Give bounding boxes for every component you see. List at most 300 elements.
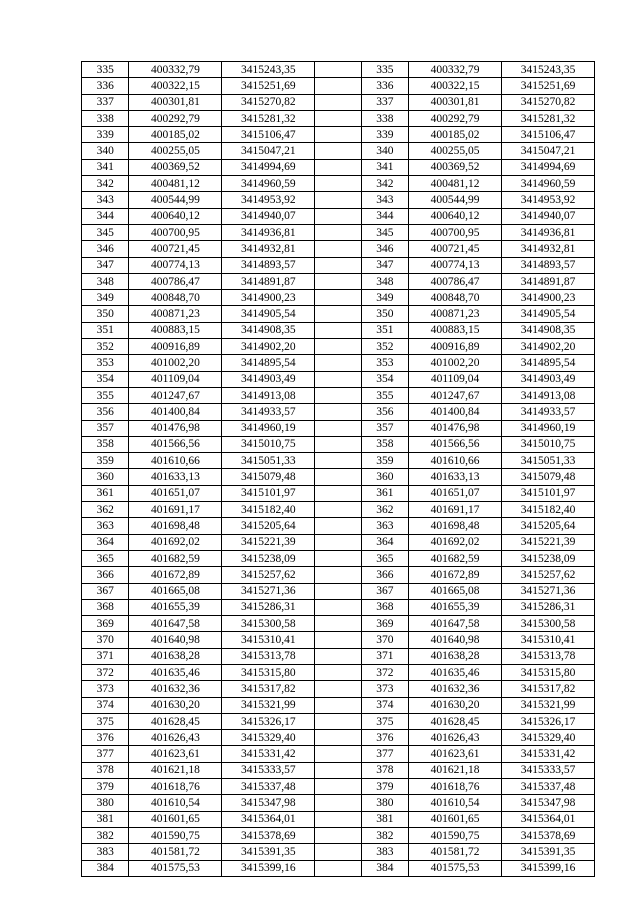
x-coordinate-cell: 400916,89 [409, 339, 502, 355]
point-number-cell: 377 [82, 746, 129, 762]
spacer-cell [315, 127, 361, 143]
point-number-cell: 335 [82, 62, 129, 78]
point-number-cell: 366 [82, 567, 129, 583]
x-coordinate-cell: 400871,23 [409, 306, 502, 322]
point-number-cell: 371 [82, 648, 129, 664]
x-coordinate-cell: 400185,02 [409, 127, 502, 143]
table-row [82, 127, 595, 143]
table-row [82, 257, 595, 273]
x-coordinate-cell: 401109,04 [129, 371, 222, 387]
point-number-cell: 354 [82, 371, 129, 387]
point-number-cell: 342 [361, 176, 408, 192]
x-coordinate-cell: 401635,46 [409, 664, 502, 680]
y-coordinate-cell: 3415364,01 [222, 811, 315, 827]
y-coordinate-cell: 3415378,69 [222, 827, 315, 843]
y-coordinate-cell: 3414932,81 [502, 241, 595, 257]
x-coordinate-cell: 401476,98 [409, 420, 502, 436]
point-number-cell: 365 [361, 550, 408, 566]
spacer-cell [315, 94, 361, 110]
x-coordinate-cell: 400883,15 [409, 322, 502, 338]
point-number-cell: 380 [361, 795, 408, 811]
spacer-cell [315, 779, 361, 795]
point-number-cell: 341 [82, 159, 129, 175]
spacer-cell [315, 290, 361, 306]
point-number-cell: 376 [361, 730, 408, 746]
y-coordinate-cell: 3414900,23 [502, 290, 595, 306]
point-number-cell: 356 [82, 404, 129, 420]
spacer-cell [315, 730, 361, 746]
y-coordinate-cell: 3414933,57 [222, 404, 315, 420]
table-row [82, 241, 595, 257]
x-coordinate-cell: 401630,20 [129, 697, 222, 713]
spacer-cell [315, 599, 361, 615]
spacer-cell [315, 306, 361, 322]
point-number-cell: 348 [82, 273, 129, 289]
point-number-cell: 366 [361, 567, 408, 583]
point-number-cell: 368 [82, 599, 129, 615]
spacer-cell [315, 273, 361, 289]
y-coordinate-cell: 3415331,42 [502, 746, 595, 762]
spacer-cell [315, 404, 361, 420]
y-coordinate-cell: 3414960,59 [222, 176, 315, 192]
table-row [82, 78, 595, 94]
table-row [82, 110, 595, 126]
point-number-cell: 372 [82, 664, 129, 680]
spacer-cell [315, 583, 361, 599]
y-coordinate-cell: 3415281,32 [222, 110, 315, 126]
y-coordinate-cell: 3415251,69 [502, 78, 595, 94]
table-row [82, 485, 595, 501]
table-row [82, 860, 595, 876]
x-coordinate-cell: 400640,12 [129, 208, 222, 224]
y-coordinate-cell: 3415101,97 [222, 485, 315, 501]
y-coordinate-cell: 3414903,49 [502, 371, 595, 387]
x-coordinate-cell: 401665,08 [129, 583, 222, 599]
spacer-cell [315, 550, 361, 566]
point-number-cell: 339 [82, 127, 129, 143]
x-coordinate-cell: 400848,70 [129, 290, 222, 306]
x-coordinate-cell: 401618,76 [409, 779, 502, 795]
y-coordinate-cell: 3414908,35 [502, 322, 595, 338]
spacer-cell [315, 436, 361, 452]
table-row [82, 192, 595, 208]
x-coordinate-cell: 401640,98 [129, 632, 222, 648]
y-coordinate-cell: 3415315,80 [502, 664, 595, 680]
spacer-cell [315, 502, 361, 518]
x-coordinate-cell: 401655,39 [129, 599, 222, 615]
x-coordinate-cell: 400640,12 [409, 208, 502, 224]
spacer-cell [315, 632, 361, 648]
y-coordinate-cell: 3415051,33 [502, 453, 595, 469]
point-number-cell: 355 [361, 387, 408, 403]
x-coordinate-cell: 401698,48 [129, 518, 222, 534]
table-row [82, 62, 595, 78]
point-number-cell: 377 [361, 746, 408, 762]
point-number-cell: 350 [361, 306, 408, 322]
point-number-cell: 351 [82, 322, 129, 338]
x-coordinate-cell: 401590,75 [409, 827, 502, 843]
x-coordinate-cell: 401623,61 [409, 746, 502, 762]
x-coordinate-cell: 400369,52 [409, 159, 502, 175]
x-coordinate-cell: 401601,65 [409, 811, 502, 827]
point-number-cell: 337 [361, 94, 408, 110]
point-number-cell: 362 [82, 502, 129, 518]
spacer-cell [315, 664, 361, 680]
y-coordinate-cell: 3415326,17 [222, 713, 315, 729]
point-number-cell: 383 [361, 844, 408, 860]
table-row [82, 273, 595, 289]
x-coordinate-cell: 401621,18 [409, 762, 502, 778]
x-coordinate-cell: 401247,67 [129, 387, 222, 403]
x-coordinate-cell: 400322,15 [409, 78, 502, 94]
x-coordinate-cell: 401632,36 [129, 681, 222, 697]
point-number-cell: 358 [361, 436, 408, 452]
point-number-cell: 374 [361, 697, 408, 713]
y-coordinate-cell: 3415270,82 [222, 94, 315, 110]
x-coordinate-cell: 401566,56 [409, 436, 502, 452]
x-coordinate-cell: 401647,58 [409, 616, 502, 632]
point-number-cell: 353 [361, 355, 408, 371]
x-coordinate-cell: 401400,84 [409, 404, 502, 420]
y-coordinate-cell: 3415391,35 [222, 844, 315, 860]
y-coordinate-cell: 3415399,16 [502, 860, 595, 876]
point-number-cell: 378 [82, 762, 129, 778]
y-coordinate-cell: 3415106,47 [502, 127, 595, 143]
point-number-cell: 345 [361, 224, 408, 240]
y-coordinate-cell: 3414936,81 [502, 224, 595, 240]
y-coordinate-cell: 3415182,40 [502, 502, 595, 518]
point-number-cell: 352 [361, 339, 408, 355]
y-coordinate-cell: 3415281,32 [502, 110, 595, 126]
y-coordinate-cell: 3415326,17 [502, 713, 595, 729]
y-coordinate-cell: 3415251,69 [222, 78, 315, 94]
spacer-cell [315, 469, 361, 485]
point-number-cell: 351 [361, 322, 408, 338]
spacer-cell [315, 110, 361, 126]
point-number-cell: 341 [361, 159, 408, 175]
y-coordinate-cell: 3415321,99 [502, 697, 595, 713]
spacer-cell [315, 534, 361, 550]
table-row [82, 176, 595, 192]
point-number-cell: 368 [361, 599, 408, 615]
table-row [82, 762, 595, 778]
y-coordinate-cell: 3414902,20 [502, 339, 595, 355]
x-coordinate-cell: 400721,45 [409, 241, 502, 257]
point-number-cell: 349 [361, 290, 408, 306]
spacer-cell [315, 339, 361, 355]
x-coordinate-cell: 400848,70 [409, 290, 502, 306]
table-row [82, 713, 595, 729]
point-number-cell: 346 [82, 241, 129, 257]
y-coordinate-cell: 3414902,20 [222, 339, 315, 355]
table-row [82, 550, 595, 566]
y-coordinate-cell: 3415333,57 [502, 762, 595, 778]
x-coordinate-cell: 401692,02 [129, 534, 222, 550]
spacer-cell [315, 62, 361, 78]
point-number-cell: 382 [361, 827, 408, 843]
table-row [82, 664, 595, 680]
point-number-cell: 372 [361, 664, 408, 680]
point-number-cell: 384 [82, 860, 129, 876]
point-number-cell: 360 [361, 469, 408, 485]
y-coordinate-cell: 3415079,48 [222, 469, 315, 485]
x-coordinate-cell: 401575,53 [409, 860, 502, 876]
table-row [82, 632, 595, 648]
table-row [82, 746, 595, 762]
point-number-cell: 370 [361, 632, 408, 648]
table-row [82, 322, 595, 338]
x-coordinate-cell: 400255,05 [409, 143, 502, 159]
x-coordinate-cell: 401651,07 [409, 485, 502, 501]
y-coordinate-cell: 3415205,64 [222, 518, 315, 534]
x-coordinate-cell: 400700,95 [409, 224, 502, 240]
y-coordinate-cell: 3415391,35 [502, 844, 595, 860]
y-coordinate-cell: 3415047,21 [222, 143, 315, 159]
point-number-cell: 384 [361, 860, 408, 876]
x-coordinate-cell: 401400,84 [129, 404, 222, 420]
point-number-cell: 361 [361, 485, 408, 501]
y-coordinate-cell: 3415347,98 [222, 795, 315, 811]
x-coordinate-cell: 400185,02 [129, 127, 222, 143]
spacer-cell [315, 681, 361, 697]
point-number-cell: 375 [82, 713, 129, 729]
x-coordinate-cell: 400721,45 [129, 241, 222, 257]
y-coordinate-cell: 3415300,58 [502, 616, 595, 632]
y-coordinate-cell: 3415337,48 [502, 779, 595, 795]
spacer-cell [315, 844, 361, 860]
point-number-cell: 350 [82, 306, 129, 322]
table-row [82, 648, 595, 664]
coordinates-table [81, 61, 595, 877]
point-number-cell: 344 [82, 208, 129, 224]
x-coordinate-cell: 400301,81 [409, 94, 502, 110]
x-coordinate-cell: 400369,52 [129, 159, 222, 175]
spacer-cell [315, 811, 361, 827]
y-coordinate-cell: 3414913,08 [502, 387, 595, 403]
point-number-cell: 335 [361, 62, 408, 78]
spacer-cell [315, 648, 361, 664]
x-coordinate-cell: 400774,13 [129, 257, 222, 273]
y-coordinate-cell: 3414933,57 [502, 404, 595, 420]
table-row [82, 208, 595, 224]
x-coordinate-cell: 400301,81 [129, 94, 222, 110]
point-number-cell: 383 [82, 844, 129, 860]
spacer-cell [315, 371, 361, 387]
spacer-cell [315, 322, 361, 338]
x-coordinate-cell: 401628,45 [129, 713, 222, 729]
x-coordinate-cell: 401610,54 [409, 795, 502, 811]
x-coordinate-cell: 401590,75 [129, 827, 222, 843]
point-number-cell: 347 [361, 257, 408, 273]
table-row [82, 371, 595, 387]
y-coordinate-cell: 3414895,54 [222, 355, 315, 371]
spacer-cell [315, 78, 361, 94]
point-number-cell: 338 [361, 110, 408, 126]
point-number-cell: 344 [361, 208, 408, 224]
table-row [82, 730, 595, 746]
y-coordinate-cell: 3415300,58 [222, 616, 315, 632]
point-number-cell: 353 [82, 355, 129, 371]
y-coordinate-cell: 3415010,75 [222, 436, 315, 452]
point-number-cell: 365 [82, 550, 129, 566]
table-row [82, 502, 595, 518]
y-coordinate-cell: 3415317,82 [502, 681, 595, 697]
x-coordinate-cell: 401638,28 [129, 648, 222, 664]
y-coordinate-cell: 3414960,59 [502, 176, 595, 192]
spacer-cell [315, 762, 361, 778]
spacer-cell [315, 241, 361, 257]
x-coordinate-cell: 401665,08 [409, 583, 502, 599]
point-number-cell: 343 [82, 192, 129, 208]
y-coordinate-cell: 3415271,36 [222, 583, 315, 599]
table-row [82, 599, 595, 615]
y-coordinate-cell: 3415079,48 [502, 469, 595, 485]
x-coordinate-cell: 400544,99 [409, 192, 502, 208]
table-row [82, 290, 595, 306]
y-coordinate-cell: 3415221,39 [222, 534, 315, 550]
point-number-cell: 371 [361, 648, 408, 664]
y-coordinate-cell: 3415221,39 [502, 534, 595, 550]
point-number-cell: 381 [82, 811, 129, 827]
table-row [82, 404, 595, 420]
y-coordinate-cell: 3414953,92 [222, 192, 315, 208]
point-number-cell: 381 [361, 811, 408, 827]
y-coordinate-cell: 3415257,62 [502, 567, 595, 583]
table-row [82, 143, 595, 159]
spacer-cell [315, 355, 361, 371]
point-number-cell: 367 [82, 583, 129, 599]
x-coordinate-cell: 400871,23 [129, 306, 222, 322]
y-coordinate-cell: 3415271,36 [502, 583, 595, 599]
point-number-cell: 338 [82, 110, 129, 126]
x-coordinate-cell: 401626,43 [409, 730, 502, 746]
y-coordinate-cell: 3414932,81 [222, 241, 315, 257]
y-coordinate-cell: 3415347,98 [502, 795, 595, 811]
point-number-cell: 379 [361, 779, 408, 795]
point-number-cell: 376 [82, 730, 129, 746]
table-row [82, 387, 595, 403]
x-coordinate-cell: 400544,99 [129, 192, 222, 208]
x-coordinate-cell: 401566,56 [129, 436, 222, 452]
coordinates-table-body [82, 62, 595, 877]
point-number-cell: 373 [361, 681, 408, 697]
x-coordinate-cell: 401635,46 [129, 664, 222, 680]
table-row [82, 518, 595, 534]
y-coordinate-cell: 3415257,62 [222, 567, 315, 583]
point-number-cell: 357 [82, 420, 129, 436]
point-number-cell: 339 [361, 127, 408, 143]
point-number-cell: 367 [361, 583, 408, 599]
point-number-cell: 343 [361, 192, 408, 208]
x-coordinate-cell: 401621,18 [129, 762, 222, 778]
table-row [82, 436, 595, 452]
table-row [82, 355, 595, 371]
spacer-cell [315, 746, 361, 762]
y-coordinate-cell: 3414936,81 [222, 224, 315, 240]
x-coordinate-cell: 401692,02 [409, 534, 502, 550]
point-number-cell: 349 [82, 290, 129, 306]
x-coordinate-cell: 401672,89 [409, 567, 502, 583]
y-coordinate-cell: 3414960,19 [222, 420, 315, 436]
point-number-cell: 342 [82, 176, 129, 192]
x-coordinate-cell: 400700,95 [129, 224, 222, 240]
spacer-cell [315, 208, 361, 224]
spacer-cell [315, 485, 361, 501]
y-coordinate-cell: 3415286,31 [222, 599, 315, 615]
point-number-cell: 346 [361, 241, 408, 257]
spacer-cell [315, 453, 361, 469]
x-coordinate-cell: 400332,79 [129, 62, 222, 78]
y-coordinate-cell: 3414893,57 [502, 257, 595, 273]
spacer-cell [315, 713, 361, 729]
x-coordinate-cell: 401601,65 [129, 811, 222, 827]
x-coordinate-cell: 401476,98 [129, 420, 222, 436]
y-coordinate-cell: 3415321,99 [222, 697, 315, 713]
point-number-cell: 360 [82, 469, 129, 485]
table-row [82, 616, 595, 632]
point-number-cell: 340 [82, 143, 129, 159]
y-coordinate-cell: 3415106,47 [222, 127, 315, 143]
x-coordinate-cell: 401647,58 [129, 616, 222, 632]
table-row [82, 339, 595, 355]
point-number-cell: 361 [82, 485, 129, 501]
x-coordinate-cell: 401630,20 [409, 697, 502, 713]
table-row [82, 469, 595, 485]
table-row [82, 583, 595, 599]
y-coordinate-cell: 3415317,82 [222, 681, 315, 697]
x-coordinate-cell: 400786,47 [129, 273, 222, 289]
y-coordinate-cell: 3414908,35 [222, 322, 315, 338]
x-coordinate-cell: 401575,53 [129, 860, 222, 876]
y-coordinate-cell: 3415238,09 [222, 550, 315, 566]
x-coordinate-cell: 401651,07 [129, 485, 222, 501]
y-coordinate-cell: 3415286,31 [502, 599, 595, 615]
y-coordinate-cell: 3415364,01 [502, 811, 595, 827]
table-row [82, 811, 595, 827]
y-coordinate-cell: 3415101,97 [502, 485, 595, 501]
point-number-cell: 362 [361, 502, 408, 518]
y-coordinate-cell: 3415331,42 [222, 746, 315, 762]
x-coordinate-cell: 401002,20 [409, 355, 502, 371]
y-coordinate-cell: 3414960,19 [502, 420, 595, 436]
point-number-cell: 382 [82, 827, 129, 843]
y-coordinate-cell: 3414903,49 [222, 371, 315, 387]
point-number-cell: 370 [82, 632, 129, 648]
point-number-cell: 347 [82, 257, 129, 273]
x-coordinate-cell: 400883,15 [129, 322, 222, 338]
y-coordinate-cell: 3415243,35 [502, 62, 595, 78]
x-coordinate-cell: 401610,66 [129, 453, 222, 469]
x-coordinate-cell: 401672,89 [129, 567, 222, 583]
x-coordinate-cell: 401691,17 [409, 502, 502, 518]
y-coordinate-cell: 3415313,78 [502, 648, 595, 664]
x-coordinate-cell: 401610,66 [409, 453, 502, 469]
x-coordinate-cell: 401628,45 [409, 713, 502, 729]
table-row [82, 159, 595, 175]
x-coordinate-cell: 400255,05 [129, 143, 222, 159]
spacer-cell [315, 616, 361, 632]
table-row [82, 420, 595, 436]
y-coordinate-cell: 3415399,16 [222, 860, 315, 876]
point-number-cell: 379 [82, 779, 129, 795]
point-number-cell: 358 [82, 436, 129, 452]
x-coordinate-cell: 400332,79 [409, 62, 502, 78]
y-coordinate-cell: 3414905,54 [222, 306, 315, 322]
y-coordinate-cell: 3415337,48 [222, 779, 315, 795]
point-number-cell: 380 [82, 795, 129, 811]
point-number-cell: 357 [361, 420, 408, 436]
spacer-cell [315, 143, 361, 159]
